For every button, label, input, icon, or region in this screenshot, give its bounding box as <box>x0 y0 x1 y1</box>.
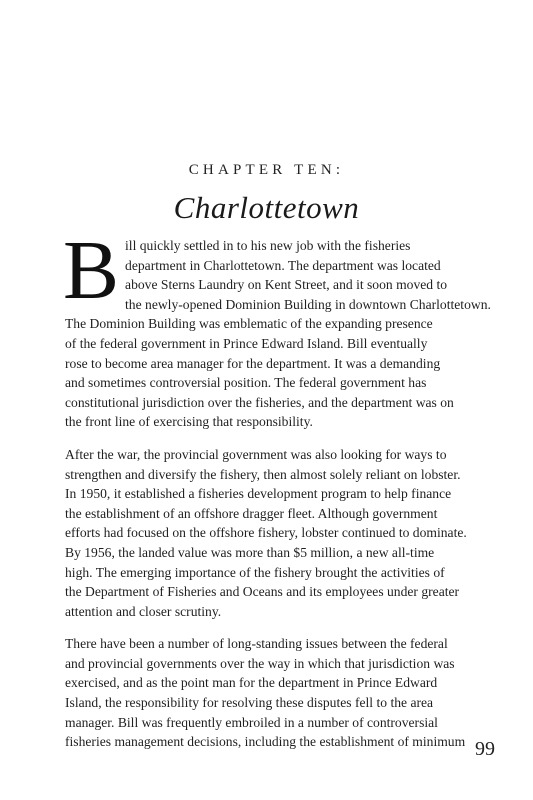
text-line: efforts had focused on the offshore fishery, lobster continued to dominate. <box>65 525 467 541</box>
text-line: and sometimes controversial position. The federal government has <box>65 375 427 391</box>
body-text <box>63 224 491 765</box>
chapter-title: Charlottetown <box>173 190 360 225</box>
text-line: By 1956, the landed value was more than $5 million, a new all-time <box>65 544 435 560</box>
text-line: ill quickly settled in to his new job with the fisheries <box>125 238 411 253</box>
text-line: the establishment of an offshore dragger fleet. Although government <box>65 505 438 521</box>
paragraph-3 <box>65 634 485 752</box>
text-line: the newly-opened Dominion Building in downtown Charlottetown. <box>125 296 491 312</box>
text-line: Island, the responsibility for resolving these disputes fell to the area <box>65 695 434 711</box>
text-line: the Department of Fisheries and Oceans and its employees under greater <box>65 584 460 600</box>
text-line: After the war, the provincial government was also looking for ways to <box>65 446 447 462</box>
text-line: There have been a number of long-standing issues between the federal <box>65 636 448 652</box>
text-line: attention and closer scrutiny. <box>65 603 222 619</box>
text-line: The Dominion Building was emblematic of the expanding presence <box>65 316 433 332</box>
text-line: and provincial governments over the way in which that jurisdiction was <box>65 655 455 671</box>
text-line: strengthen and diversify the fishery, then almost solely reliant on lobster. <box>65 466 461 482</box>
paragraph-1 <box>63 224 491 432</box>
text-line: of the federal government in Prince Edward Island. Bill eventually <box>65 335 428 351</box>
text-line: In 1950, it established a fisheries development program to help finance <box>65 486 452 502</box>
text-line: fisheries management decisions, including the establishment of minimum <box>65 734 466 750</box>
text-line: high. The emerging importance of the fishery brought the activities of <box>65 564 445 580</box>
text-line: exercised, and as the point man for the department in Prince Edward <box>65 675 438 691</box>
drop-cap: B <box>63 224 120 317</box>
text-line: constitutional jurisdiction over the fisheries, and the department was on <box>65 394 454 410</box>
page-number: 99 <box>475 738 495 760</box>
chapter-heading: CHAPTER TEN: <box>188 162 345 178</box>
text-line: above Sterns Laundry on Kent Street, and it soon moved to <box>125 277 448 293</box>
text-line: manager. Bill was frequently embroiled in a number of controversial <box>65 714 438 730</box>
text-line: the front line of exercising that responsibility. <box>65 414 313 430</box>
text-line: rose to become area manager for the department. It was a demanding <box>65 355 441 371</box>
paragraph-2 <box>65 445 485 621</box>
text-line: department in Charlottetown. The department was located <box>125 257 441 273</box>
